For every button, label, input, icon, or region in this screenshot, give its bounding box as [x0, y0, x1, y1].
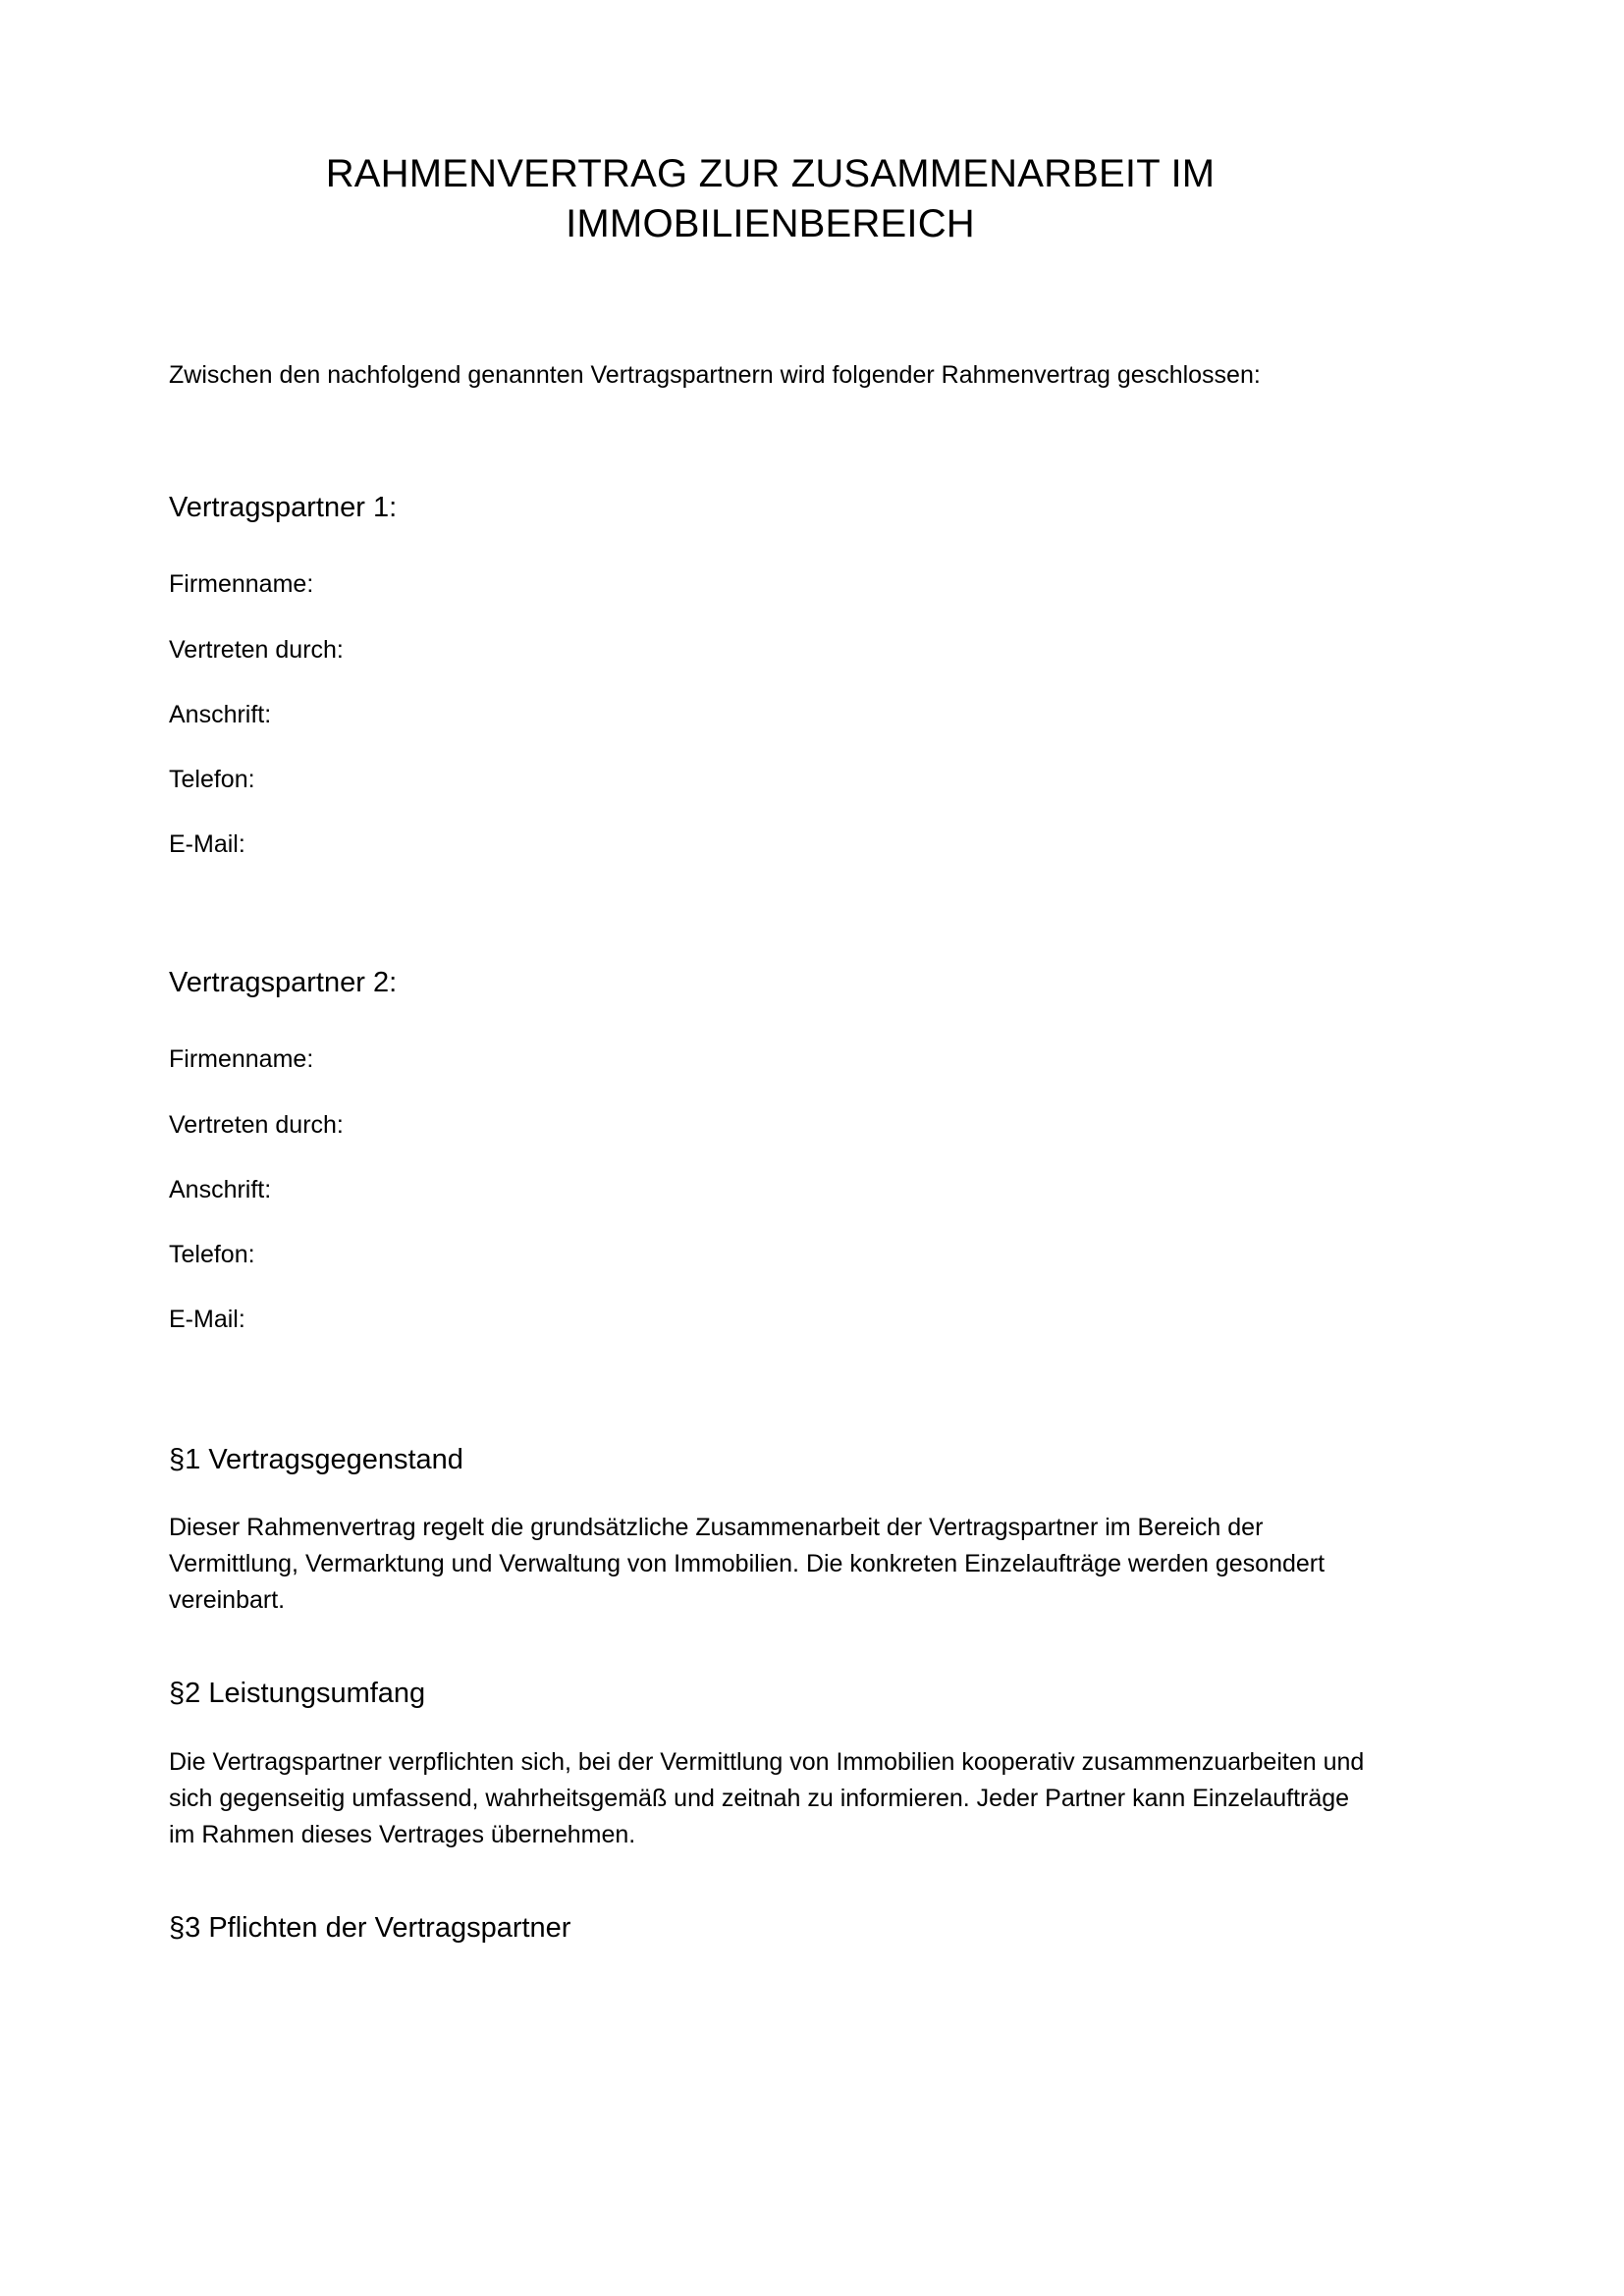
field-label-vertreten-durch: Vertreten durch:: [169, 635, 344, 664]
field-label-firmenname: Firmenname:: [169, 570, 314, 599]
clause-2-body: Die Vertragspartner verpflichten sich, bei der Vermittlung von Immobilien kooperativ zusammenzuarbeiten und sich gegenseitig umfassend, wahrheitsgemäß und zeitnah zu informieren. Jeder Partner kann Einzelaufträge im Rahmen dieses Vertrages übernehmen.: [169, 1747, 1365, 1848]
clause-3-heading: §3 Pflichten der Vertragspartner: [169, 1911, 571, 1944]
field-label-anschrift: Anschrift:: [169, 700, 272, 728]
clause-1-heading: §1 Vertragsgegenstand: [169, 1443, 463, 1475]
partner-2-field-list: [169, 1001, 1372, 1337]
clause-1-body: Dieser Rahmenvertrag regelt die grundsätzliche Zusammenarbeit der Vertragspartner im Bereich der Vermittlung, Vermarktung und Verwaltung von Immobilien. Die konkreten Einzelaufträge werden gesondert vereinbart.: [169, 1514, 1326, 1615]
clause-2-heading: §2 Leistungsumfang: [169, 1678, 426, 1710]
partner-1-heading: Vertragspartner 1:: [169, 491, 398, 523]
field-label-telefon: Telefon:: [169, 766, 255, 794]
field-label-firmenname: Firmenname:: [169, 1045, 314, 1074]
partner-2-heading: Vertragspartner 2:: [169, 966, 398, 998]
document-content: [169, 0, 1372, 1948]
partner-1-field-list: [169, 526, 1372, 862]
field-label-anschrift: Anschrift:: [169, 1175, 272, 1203]
field-label-telefon: Telefon:: [169, 1241, 255, 1268]
field-label-vertreten-durch: Vertreten durch:: [169, 1110, 344, 1139]
field-label-email: E-Mail:: [169, 1306, 245, 1334]
page-title: RAHMENVERTRAG ZUR ZUSAMMENARBEIT IM IMMOBILIENBEREICH: [325, 152, 1216, 246]
field-label-email: E-Mail:: [169, 830, 245, 859]
intro-paragraph: Zwischen den nachfolgend genannten Vertragspartnern wird folgender Rahmenvertrag geschlossen:: [169, 361, 1261, 390]
